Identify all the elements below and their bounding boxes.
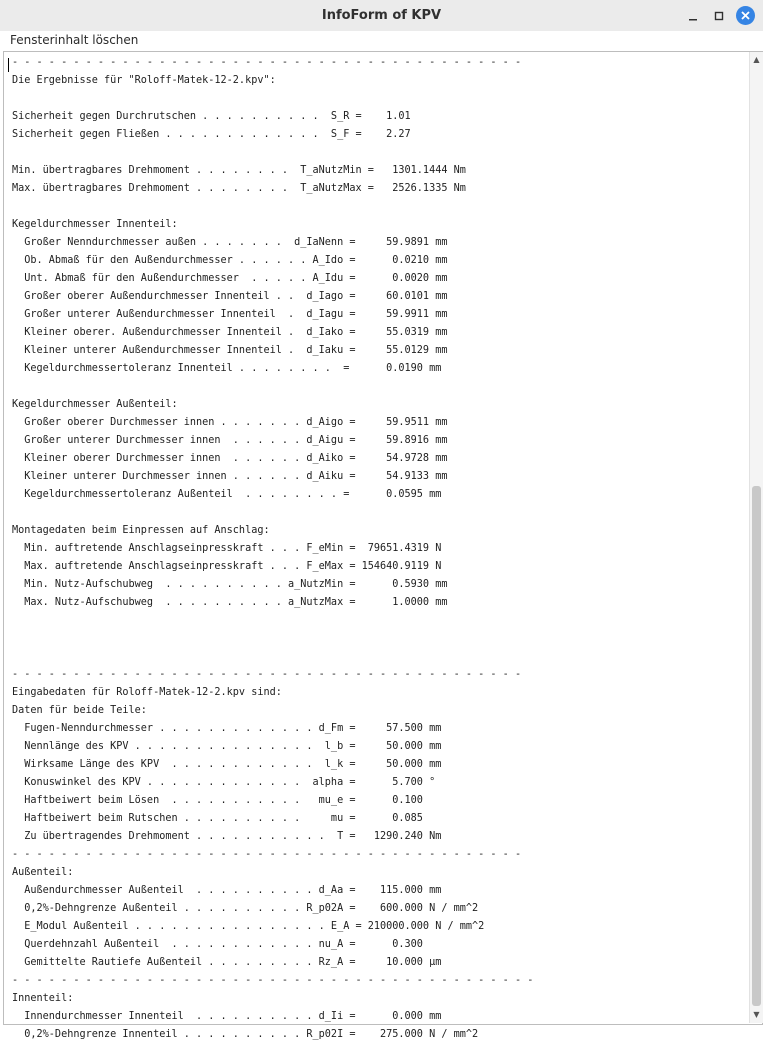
- text-line: Kegeldurchmesser Außenteil:: [12, 399, 178, 410]
- text-line: Außendurchmesser Außenteil . . . . . . . . . . d_Aa = 115.000 mm: [12, 885, 442, 896]
- text-line: [12, 612, 533, 630]
- text-line: Montagedaten beim Einpressen auf Anschlag:: [12, 525, 270, 536]
- text-caret: [8, 58, 9, 72]
- text-line: Min. übertragbares Drehmoment . . . . . . . . T_aNutzMin = 1301.1444 Nm: [12, 165, 466, 176]
- text-line: Max. auftretende Anschlagseinpresskraft . . . F_eMax = 154640.9119 N: [12, 561, 442, 572]
- text-line: Konuswinkel des KPV . . . . . . . . . . . . . alpha = 5.700 °: [12, 777, 436, 788]
- text-line: Wirksame Länge des KPV . . . . . . . . . . . . l_k = 50.000 mm: [12, 759, 442, 770]
- text-line: - - - - - - - - - - - - - - - - - - - - - - - - - - - - - - - - - - - - - - - - - -: [12, 669, 522, 680]
- text-line: Zu übertragendes Drehmoment . . . . . . . . . . . T = 1290.240 Nm: [12, 831, 442, 842]
- text-line: Haftbeiwert beim Lösen . . . . . . . . . . . mu_e = 0.100: [12, 795, 423, 806]
- text-line: Nennlänge des KPV . . . . . . . . . . . . . . . l_b = 50.000 mm: [12, 741, 442, 752]
- text-line: [12, 378, 533, 396]
- text-line: Sicherheit gegen Durchrutschen . . . . . . . . . . S_R = 1.01: [12, 111, 411, 122]
- text-line: Min. auftretende Anschlagseinpresskraft . . . F_eMin = 79651.4319 N: [12, 543, 442, 554]
- text-line: Außenteil:: [12, 867, 74, 878]
- text-line: 0,2%-Dehngrenze Innenteil . . . . . . . . . . R_p02I = 275.000 N / mm^2: [12, 1029, 479, 1040]
- text-line: Querdehnzahl Außenteil . . . . . . . . . . . . nu_A = 0.300: [12, 939, 423, 950]
- text-line: Daten für beide Teile:: [12, 705, 147, 716]
- text-line: Kleiner oberer Durchmesser innen . . . . . . d_Aiko = 54.9728 mm: [12, 453, 448, 464]
- output-text-area[interactable]: [3, 51, 763, 1040]
- text-line: Kleiner unterer Außendurchmesser Innenteil . d_Iaku = 55.0129 mm: [12, 345, 448, 356]
- text-line: Kegeldurchmesser Innenteil:: [12, 219, 178, 230]
- text-line: - - - - - - - - - - - - - - - - - - - - - - - - - - - - - - - - - - - - - - - - - -: [12, 57, 522, 68]
- output-text-content: [12, 54, 533, 1044]
- text-line: - - - - - - - - - - - - - - - - - - - - - - - - - - - - - - - - - - - - - - - - - -: [12, 849, 522, 860]
- text-line: Haftbeiwert beim Rutschen . . . . . . . . . . mu = 0.085: [12, 813, 423, 824]
- text-line: Unt. Abmaß für den Außendurchmesser . . . . . A_Idu = 0.0020 mm: [12, 273, 448, 284]
- vertical-scrollbar[interactable]: [749, 52, 763, 1023]
- text-line: Kleiner unterer Durchmesser innen . . . . . . d_Aiku = 54.9133 mm: [12, 471, 448, 482]
- maximize-icon[interactable]: [709, 6, 728, 25]
- text-line: [12, 144, 533, 162]
- text-line: Die Ergebnisse für "Roloff-Matek-12-2.kpv":: [12, 75, 276, 86]
- text-line: [12, 648, 533, 666]
- clear-window-menu-item[interactable]: Fensterinhalt löschen: [10, 33, 139, 47]
- text-line: Großer oberer Außendurchmesser Innenteil . . d_Iago = 60.0101 mm: [12, 291, 448, 302]
- text-line: Großer oberer Durchmesser innen . . . . . . . d_Aigo = 59.9511 mm: [12, 417, 448, 428]
- text-line: Kleiner oberer. Außendurchmesser Innenteil . d_Iako = 55.0319 mm: [12, 327, 448, 338]
- text-line: Großer Nenndurchmesser außen . . . . . . . d_IaNenn = 59.9891 mm: [12, 237, 448, 248]
- scrollbar-thumb[interactable]: [752, 486, 761, 1006]
- close-icon[interactable]: [736, 6, 755, 25]
- text-line: Gemittelte Rautiefe Außenteil . . . . . . . . . Rz_A = 10.000 µm: [12, 957, 442, 968]
- text-line: Min. Nutz-Aufschubweg . . . . . . . . . . a_NutzMin = 0.5930 mm: [12, 579, 448, 590]
- text-line: Kegeldurchmessertoleranz Innenteil . . . . . . . . = 0.0190 mm: [12, 363, 442, 374]
- text-line: Max. Nutz-Aufschubweg . . . . . . . . . . a_NutzMax = 1.0000 mm: [12, 597, 448, 608]
- text-line: [12, 630, 533, 648]
- text-line: Innenteil:: [12, 993, 74, 1004]
- text-line: Sicherheit gegen Fließen . . . . . . . . . . . . . S_F = 2.27: [12, 129, 411, 140]
- text-line: Großer unterer Durchmesser innen . . . . . . d_Aigu = 59.8916 mm: [12, 435, 448, 446]
- text-line: Max. übertragbares Drehmoment . . . . . . . . T_aNutzMax = 2526.1335 Nm: [12, 183, 466, 194]
- text-line: 0,2%-Dehngrenze Außenteil . . . . . . . . . . R_p02A = 600.000 N / mm^2: [12, 903, 479, 914]
- window-title: InfoForm of KPV: [321, 8, 442, 23]
- minimize-icon[interactable]: [683, 6, 702, 25]
- text-line: Kegeldurchmessertoleranz Außenteil . . . . . . . . = 0.0595 mm: [12, 489, 442, 500]
- scroll-up-arrow-icon[interactable]: ▲: [753, 55, 760, 64]
- text-line: [12, 198, 533, 216]
- text-line: E_Modul Außenteil . . . . . . . . . . . . . . . . E_A = 210000.000 N / mm^2: [12, 921, 485, 932]
- scroll-down-arrow-icon[interactable]: ▼: [753, 1010, 760, 1019]
- text-line: [12, 504, 533, 522]
- text-line: [12, 90, 533, 108]
- menu-bar: [0, 31, 763, 50]
- title-bar: [0, 0, 763, 32]
- text-line: Innendurchmesser Innenteil . . . . . . . . . . d_Ii = 0.000 mm: [12, 1011, 442, 1022]
- text-line: Ob. Abmaß für den Außendurchmesser . . . . . . A_Ido = 0.0210 mm: [12, 255, 448, 266]
- text-line: Fugen-Nenndurchmesser . . . . . . . . . . . . . d_Fm = 57.500 mm: [12, 723, 442, 734]
- text-line: - - - - - - - - - - - - - - - - - - - - - - - - - - - - - - - - - - - - - - - - - - -: [12, 975, 534, 986]
- text-line: Großer unterer Außendurchmesser Innenteil . d_Iagu = 59.9911 mm: [12, 309, 448, 320]
- text-line: Eingabedaten für Roloff-Matek-12-2.kpv sind:: [12, 687, 282, 698]
